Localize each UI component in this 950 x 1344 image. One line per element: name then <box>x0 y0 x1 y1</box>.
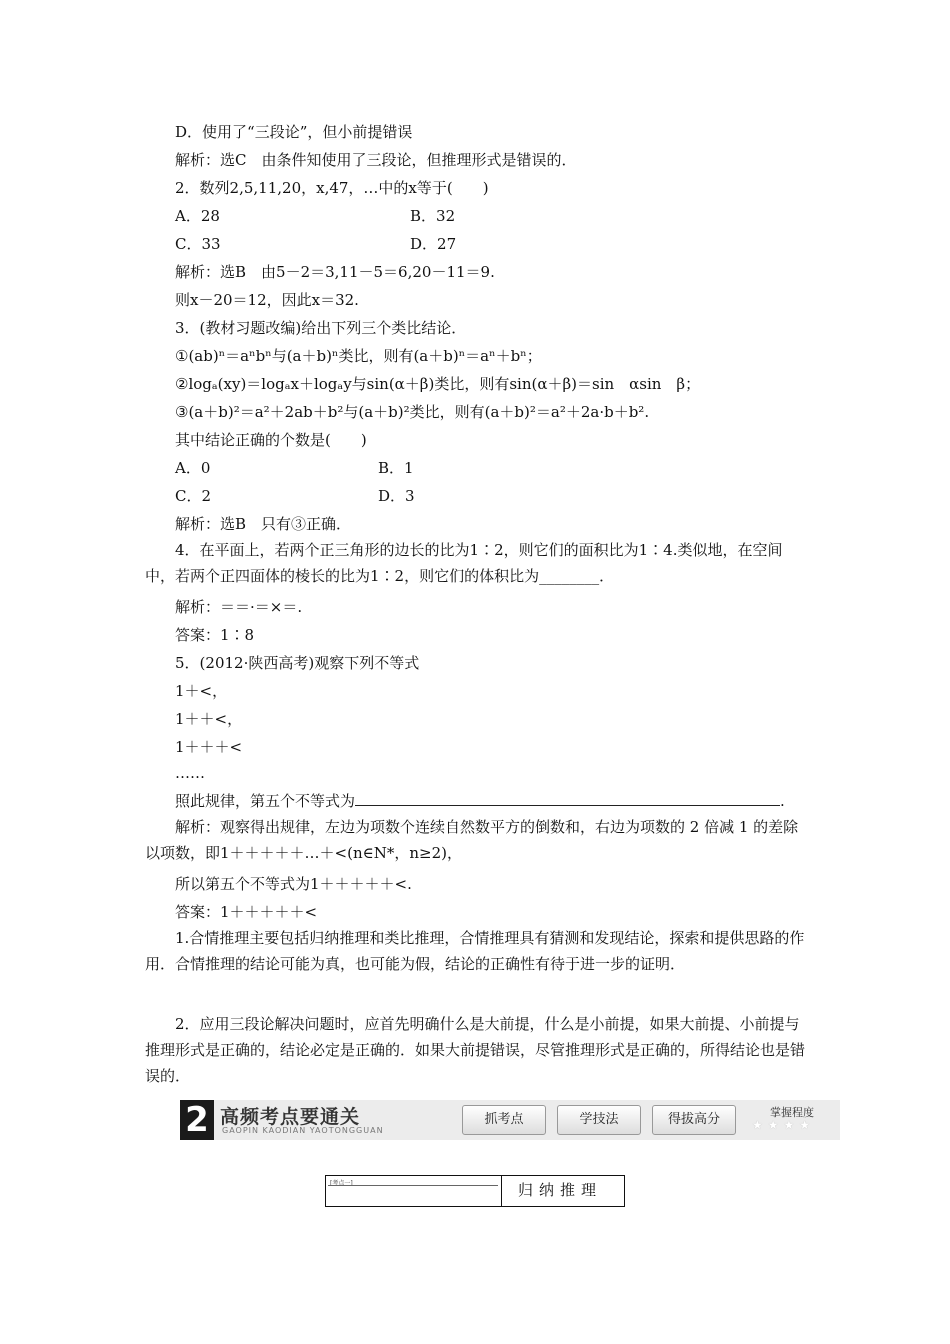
topic-box <box>325 1175 625 1207</box>
q2-option-b: B．32 <box>410 207 456 225</box>
q3-solution: 解析：选B 只有③正确． <box>175 515 352 533</box>
section-banner <box>180 1100 840 1140</box>
q2-option-a: A．28 <box>175 207 220 225</box>
q3-option-c: C．2 <box>175 487 212 505</box>
btn-zhua-kaodian[interactable]: 抓考点 <box>462 1105 546 1135</box>
divider <box>328 1185 498 1186</box>
q3-item-2: ②logₐ(xy)＝logₐx＋logₐy与sin(α＋β)类比，则有sin(α＋β)＝sin αsin β； <box>175 375 701 393</box>
question-3: 3．(教材习题改编)给出下列三个类比结论． <box>175 319 467 337</box>
section-number: 2 <box>180 1100 214 1140</box>
topic-tag: [考点一] <box>330 1180 353 1187</box>
q5-solution: 解析：观察得出规律，左边为项数个连续自然数平方的倒数和，右边为项数的 2 倍减 1 的差除以项数，即1＋＋＋＋＋…＋<(n∈N*，n≥2)， <box>145 818 799 862</box>
q5-ineq-2: 1＋＋<， <box>175 710 243 728</box>
divider <box>501 1176 502 1206</box>
summary-2: 2．应用三段论解决问题时，应首先明确什么是大前提，什么是小前提，如果大前提、小前提与推理形式是正确的，结论必定是正确的．如果大前提错误，尽管推理形式是正确的，所得结论也是错误的． <box>145 1015 806 1085</box>
q4-answer: 答案：1∶8 <box>175 626 255 644</box>
q5-answer: 答案：1＋＋＋＋＋< <box>175 903 318 921</box>
topic-title: 归纳推理 <box>518 1181 603 1199</box>
section-title: 高频考点要通关 <box>220 1106 361 1128</box>
q5-ellipsis: …… <box>175 764 205 782</box>
q3-option-d: D．3 <box>378 487 415 505</box>
solution-1: 解析：选C 由条件知使用了三段论，但推理形式是错误的． <box>175 151 577 169</box>
q5-ineq-3: 1＋＋＋< <box>175 738 243 756</box>
summary-1: 1.合情推理主要包括归纳推理和类比推理，合情推理具有猜测和发现结论，探索和提供思路的作用．合情推理的结论可能为真，也可能为假，结论的正确性有待于进一步的证明． <box>145 929 805 973</box>
q4-solution: 解析：＝＝·＝×＝. <box>175 598 303 616</box>
q5-prompt <box>175 791 785 811</box>
btn-xue-jifa[interactable]: 学技法 <box>557 1105 641 1135</box>
question-2: 2．数列2,5,11,20，x,47，…中的x等于( ) <box>175 179 489 197</box>
q3-prompt: 其中结论正确的个数是( ) <box>175 431 367 449</box>
q5-solution-2: 所以第五个不等式为1＋＋＋＋＋<. <box>175 875 412 893</box>
q2-option-d: D．27 <box>410 235 457 253</box>
star-rating-icon: ★★★★ <box>752 1118 816 1132</box>
q5-prompt-text: 照此规律，第五个不等式为 <box>175 792 356 810</box>
q5-ineq-1: 1＋<， <box>175 682 228 700</box>
question-4: 4．在平面上，若两个正三角形的边长的比为1∶2，则它们的面积比为1∶4.类似地，在空间中，若两个正四面体的棱长的比为1∶2，则它们的体积比为________． <box>145 541 783 585</box>
mastery-label: 掌握程度 <box>770 1106 814 1119</box>
btn-de-bagaofen[interactable]: 得拔高分 <box>652 1105 736 1135</box>
q2-solution-2: 则x－20＝12，因此x＝32. <box>175 291 359 309</box>
q3-item-3: ③(a＋b)²＝a²＋2ab＋b²与(a＋b)²类比，则有(a＋b)²＝a²＋2a·b＋b². <box>175 403 650 421</box>
q3-option-a: A．0 <box>175 459 211 477</box>
q3-option-b: B．1 <box>378 459 414 477</box>
q2-solution-1: 解析：选B 由5－2＝3,11－5＝6,20－11＝9. <box>175 263 495 281</box>
q3-item-1: ①(ab)ⁿ＝aⁿbⁿ与(a＋b)ⁿ类比，则有(a＋b)ⁿ＝aⁿ＋bⁿ； <box>175 347 542 365</box>
q2-option-c: C．33 <box>175 235 221 253</box>
question-5: 5．(2012·陕西高考)观察下列不等式 <box>175 654 420 672</box>
q5-prompt-end: . <box>780 792 785 810</box>
answer-blank <box>355 791 780 806</box>
section-pinyin: GAOPIN KAODIAN YAOTONGGUAN <box>222 1126 384 1135</box>
option-d-text: D．使用了“三段论”，但小前提错误 <box>175 123 413 141</box>
